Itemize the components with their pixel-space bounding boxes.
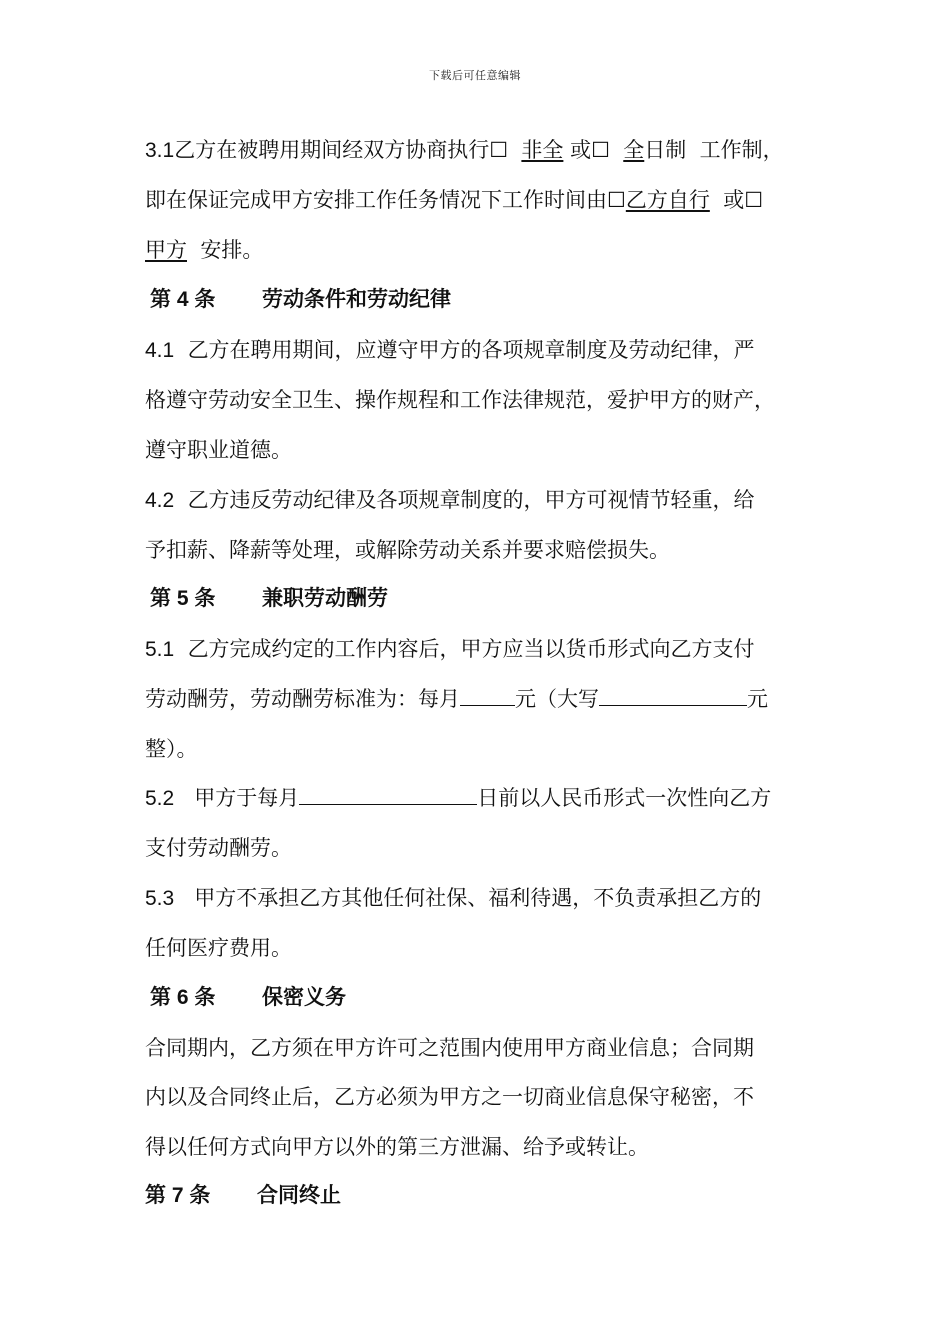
checkbox-icon[interactable]: ☐ xyxy=(744,188,764,212)
article-6-line-1: 合同期内，乙方须在甲方许可之范围内使用甲方商业信息；合同期 xyxy=(145,1036,754,1060)
page-header: 下载后可任意编辑 xyxy=(429,69,521,82)
monthly-amount-blank[interactable] xyxy=(460,685,515,706)
payment-day-blank[interactable] xyxy=(299,784,477,805)
clause-4-1-line-2: 格遵守劳动安全卫生、操作规程和工作法律规范，爱护甲方的财产， xyxy=(145,388,775,412)
option-self-arranged: 乙方自行 xyxy=(625,188,710,212)
article-5-heading: 第 5 条 兼职劳动酬劳 xyxy=(150,587,388,610)
article-7-heading: 第 7 条 合同终止 xyxy=(145,1184,341,1207)
clause-3-1-line-1: 3.1乙方在被聘用期间经双方协商执行☐ 非全 或☐ 全日制 工作制， xyxy=(145,138,784,162)
amount-in-words-blank[interactable] xyxy=(599,685,747,706)
checkbox-icon[interactable]: ☐ xyxy=(607,188,626,212)
clause-4-2-line-1: 4.2 乙方违反劳动纪律及各项规章制度的，甲方可视情节轻重，给 xyxy=(145,488,755,512)
option-party-a: 甲方 xyxy=(145,238,187,262)
checkbox-icon[interactable]: ☐ xyxy=(591,138,610,162)
clause-3-1-line-2: 即在保证完成甲方安排工作任务情况下工作时间由☐乙方自行 或☐ xyxy=(145,188,764,212)
checkbox-icon[interactable]: ☐ xyxy=(489,138,509,162)
clause-5-2-line-1: 5.2 甲方于每月 日前以人民币形式一次性向乙方 xyxy=(145,786,772,810)
clause-3-1-line-3: 甲方 安排。 xyxy=(145,238,264,262)
article-6-heading: 第 6 条 保密义务 xyxy=(150,986,346,1009)
clause-5-3-line-1: 5.3 甲方不承担乙方其他任何社保、福利待遇，不负责承担乙方的 xyxy=(145,886,762,910)
clause-5-1-line-3: 整）。 xyxy=(145,737,198,761)
article-6-line-2: 内以及合同终止后，乙方必须为甲方之一切商业信息保守秘密，不 xyxy=(145,1085,754,1109)
clause-5-2-line-2: 支付劳动酬劳。 xyxy=(145,836,292,860)
clause-4-1-line-3: 遵守职业道德。 xyxy=(145,438,292,462)
clause-5-1-line-2: 劳动酬劳，劳动酬劳标准为：每月 元（大写 元 xyxy=(145,687,768,711)
option-full-time: 全 xyxy=(623,138,645,162)
clause-5-1-line-1: 5.1 乙方完成约定的工作内容后，甲方应当以货币形式向乙方支付 xyxy=(145,637,755,661)
clause-4-2-line-2: 予扣薪、降薪等处理，或解除劳动关系并要求赔偿损失。 xyxy=(145,538,670,562)
clause-4-1-line-1: 4.1 乙方在聘用期间，应遵守甲方的各项规章制度及劳动纪律，严 xyxy=(145,338,755,362)
clause-5-3-line-2: 任何医疗费用。 xyxy=(145,936,292,960)
article-4-heading: 第 4 条 劳动条件和劳动纪律 xyxy=(150,288,451,311)
article-6-line-3: 得以任何方式向甲方以外的第三方泄漏、给予或转让。 xyxy=(145,1135,649,1159)
option-part-time: 非全 xyxy=(521,138,564,162)
